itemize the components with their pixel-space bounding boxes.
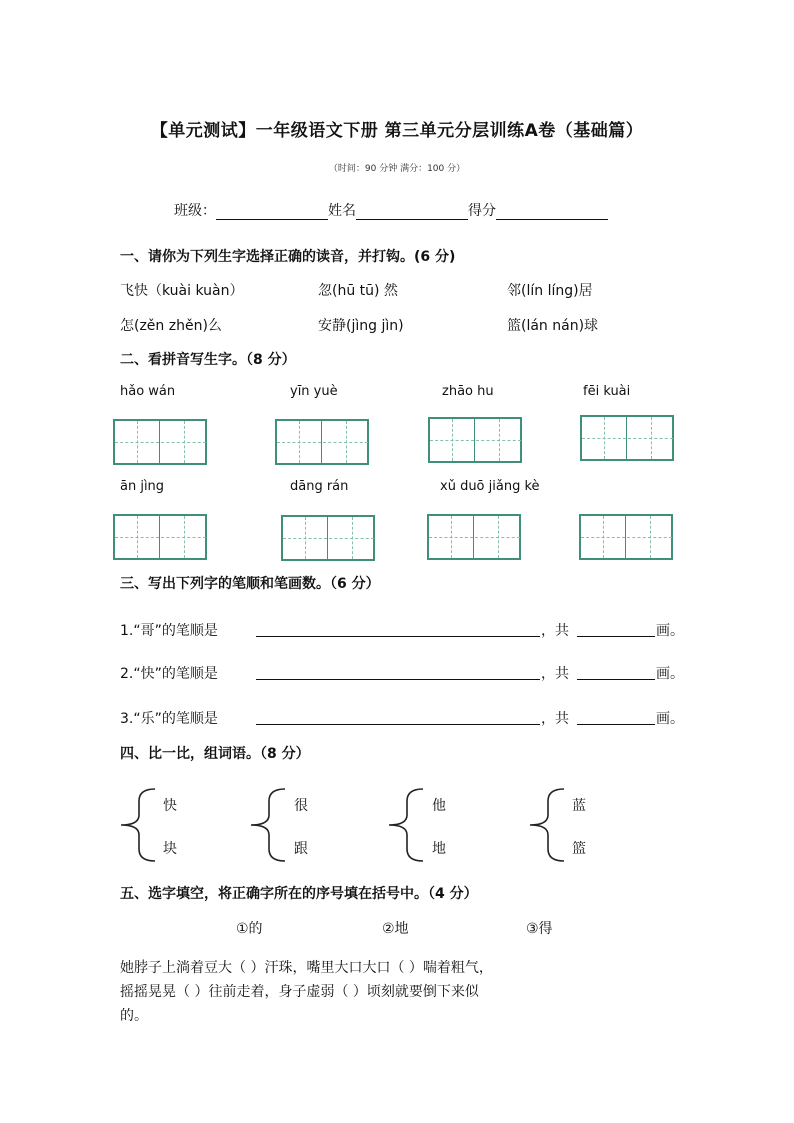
- score-blank[interactable]: [496, 203, 608, 220]
- pronunciation-item[interactable]: 邻(lín líng)居: [507, 283, 593, 299]
- tian-grid-box[interactable]: [579, 514, 673, 560]
- stroke-count-suffix: 画。: [656, 666, 684, 682]
- section-5-heading: 五、选字填空，将正确字所在的序号填在括号中。（4 分）: [120, 886, 478, 902]
- stroke-count-blank[interactable]: [577, 636, 655, 637]
- stroke-count-prefix: ，共: [541, 623, 569, 639]
- passage-line: 的。: [120, 1008, 148, 1024]
- stroke-order-prompt: 2.“快”的笔顺是: [120, 666, 218, 682]
- tian-grid-box[interactable]: [428, 417, 522, 463]
- passage-line: 摇摇晃晃（ ）往前走着，身子虚弱（ ）顷刻就要倒下来似: [120, 984, 479, 1000]
- choice-option: ③得: [526, 921, 553, 937]
- section-1-heading: 一、请你为下列生字选择正确的读音，并打钩。(6 分): [120, 249, 456, 265]
- class-label: 班级：: [174, 203, 216, 219]
- choice-option: ①的: [236, 921, 263, 937]
- time-score-note: （时间：90 分钟 满分：100 分）: [328, 164, 466, 174]
- tian-grid-box[interactable]: [275, 419, 369, 465]
- stroke-order-blank[interactable]: [256, 679, 540, 680]
- stroke-count-suffix: 画。: [656, 623, 684, 639]
- pinyin-label: dāng rán: [290, 479, 349, 494]
- name-label: 姓名: [328, 203, 356, 219]
- compare-char: 块: [163, 841, 177, 857]
- section-4-heading: 四、比一比，组词语。（8 分）: [120, 746, 310, 762]
- curly-brace-icon: [385, 787, 425, 863]
- curly-brace-icon: [526, 787, 566, 863]
- compare-char: 地: [432, 841, 446, 857]
- curly-brace-icon: [247, 787, 287, 863]
- pronunciation-item[interactable]: 怎(zěn zhěn)么: [120, 318, 222, 334]
- stroke-count-prefix: ，共: [541, 666, 569, 682]
- compare-char: 蓝: [572, 798, 586, 814]
- stroke-count-blank[interactable]: [577, 679, 655, 680]
- pronunciation-item[interactable]: 飞快（kuài kuàn）: [120, 283, 244, 299]
- tian-grid-box[interactable]: [113, 419, 207, 465]
- document-title: 【单元测试】一年级语文下册 第三单元分层训练A卷（基础篇）: [150, 121, 644, 141]
- curly-brace-icon: [117, 787, 157, 863]
- pronunciation-item[interactable]: 安静(jìng jìn): [318, 318, 404, 334]
- stroke-count-prefix: ，共: [541, 711, 569, 727]
- tian-grid-box[interactable]: [427, 514, 521, 560]
- pinyin-label: hǎo wán: [120, 384, 176, 399]
- tian-grid-box[interactable]: [580, 415, 674, 461]
- pinyin-label: ān jìng: [120, 479, 165, 494]
- stroke-order-prompt: 1.“哥”的笔顺是: [120, 623, 218, 639]
- pinyin-label: xǔ duō jiǎng kè: [440, 479, 540, 494]
- stroke-count-blank[interactable]: [577, 724, 655, 725]
- name-blank[interactable]: [356, 203, 468, 220]
- tian-grid-box[interactable]: [113, 514, 207, 560]
- pinyin-label: yīn yuè: [290, 384, 338, 399]
- pronunciation-item[interactable]: 篮(lán nán)球: [507, 318, 599, 334]
- compare-char: 他: [432, 798, 446, 814]
- stroke-count-suffix: 画。: [656, 711, 684, 727]
- section-2-heading: 二、看拼音写生字。（8 分）: [120, 352, 296, 368]
- class-blank[interactable]: [216, 203, 328, 220]
- score-label: 得分: [468, 203, 496, 219]
- choice-option: ②地: [382, 921, 409, 937]
- stroke-order-blank[interactable]: [256, 636, 540, 637]
- compare-char: 快: [163, 798, 177, 814]
- compare-char: 篮: [572, 841, 586, 857]
- pinyin-label: zhāo hu: [442, 384, 494, 399]
- stroke-order-blank[interactable]: [256, 724, 540, 725]
- stroke-order-prompt: 3.“乐”的笔顺是: [120, 711, 218, 727]
- passage-line: 她脖子上淌着豆大（ ）汗珠，嘴里大口大口（ ）喘着粗气，: [120, 960, 493, 976]
- tian-grid-box[interactable]: [281, 515, 375, 561]
- pronunciation-item[interactable]: 忽(hū tū) 然: [318, 283, 398, 299]
- student-info-row: [174, 200, 608, 220]
- pinyin-label: fēi kuài: [583, 384, 631, 399]
- compare-char: 跟: [294, 841, 308, 857]
- section-3-heading: 三、写出下列字的笔顺和笔画数。（6 分）: [120, 576, 380, 592]
- compare-char: 很: [294, 798, 308, 814]
